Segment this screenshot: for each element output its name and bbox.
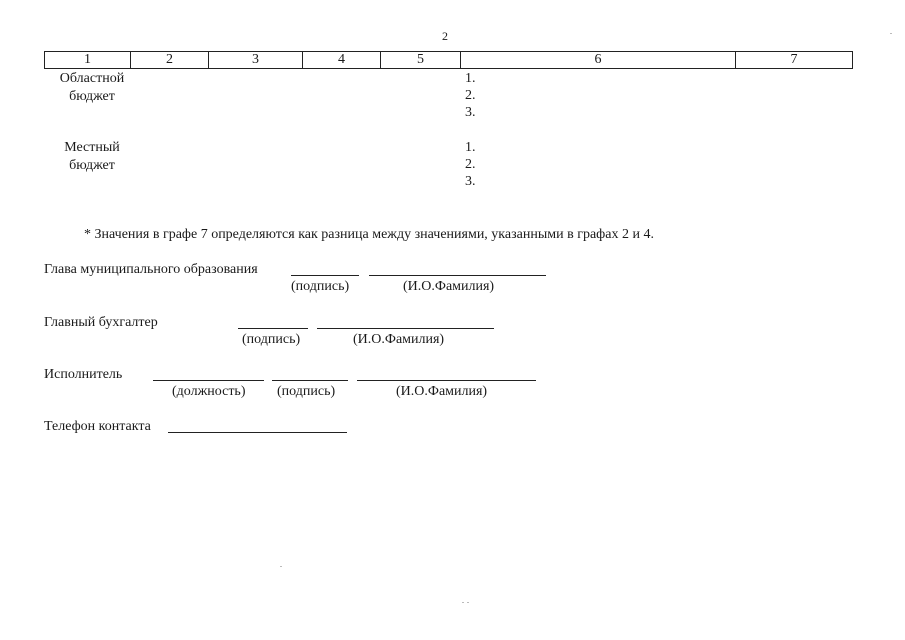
scan-speck xyxy=(890,33,892,34)
regional-budget-item-2: 2. xyxy=(465,88,476,103)
page-number: 2 xyxy=(442,29,448,43)
contact-phone-label: Телефон контакта xyxy=(44,419,151,434)
scan-speck xyxy=(462,602,464,603)
head-name-line xyxy=(369,275,546,276)
executor-signature-caption: (подпись) xyxy=(277,384,336,399)
column-header-1: 1 xyxy=(45,52,131,69)
executor-position-line xyxy=(153,380,264,381)
column-header-4: 4 xyxy=(303,52,381,69)
column-header-3: 3 xyxy=(209,52,303,69)
accountant-signature-caption: (подпись) xyxy=(242,332,301,347)
column-header-6: 6 xyxy=(461,52,736,69)
scan-speck xyxy=(280,566,282,567)
scan-speck xyxy=(467,602,469,603)
column-number-header-table xyxy=(44,51,853,69)
local-budget-item-2: 2. xyxy=(465,157,476,172)
regional-budget-label-line2: бюджет xyxy=(69,89,115,104)
executor-name-line xyxy=(357,380,536,381)
executor-position-caption: (должность) xyxy=(172,384,246,399)
local-budget-label-line2: бюджет xyxy=(69,158,115,173)
head-signature-caption: (подпись) xyxy=(291,279,350,294)
regional-budget-label-line1: Областной xyxy=(59,71,125,86)
head-signature-label: Глава муниципального образования xyxy=(44,262,258,277)
column-header-5: 5 xyxy=(381,52,461,69)
column-header-2: 2 xyxy=(131,52,209,69)
footnote: * Значения в графе 7 определяются как разница между значениями, указанными в графах 2 и 4. xyxy=(84,227,654,242)
table-row xyxy=(45,52,853,69)
head-signature-line xyxy=(291,275,359,276)
local-budget-label-line1: Местный xyxy=(64,140,120,155)
column-header-7: 7 xyxy=(736,52,853,69)
accountant-signature-line xyxy=(238,328,308,329)
local-budget-item-1: 1. xyxy=(465,140,476,155)
regional-budget-item-1: 1. xyxy=(465,71,476,86)
executor-signature-line xyxy=(272,380,348,381)
contact-phone-line xyxy=(168,432,347,433)
accountant-name-caption: (И.О.Фамилия) xyxy=(353,332,445,347)
regional-budget-item-3: 3. xyxy=(465,105,476,120)
local-budget-item-3: 3. xyxy=(465,174,476,189)
accountant-signature-label: Главный бухгалтер xyxy=(44,315,158,330)
executor-name-caption: (И.О.Фамилия) xyxy=(396,384,488,399)
accountant-name-line xyxy=(317,328,494,329)
head-name-caption: (И.О.Фамилия) xyxy=(403,279,495,294)
executor-label: Исполнитель xyxy=(44,367,123,382)
